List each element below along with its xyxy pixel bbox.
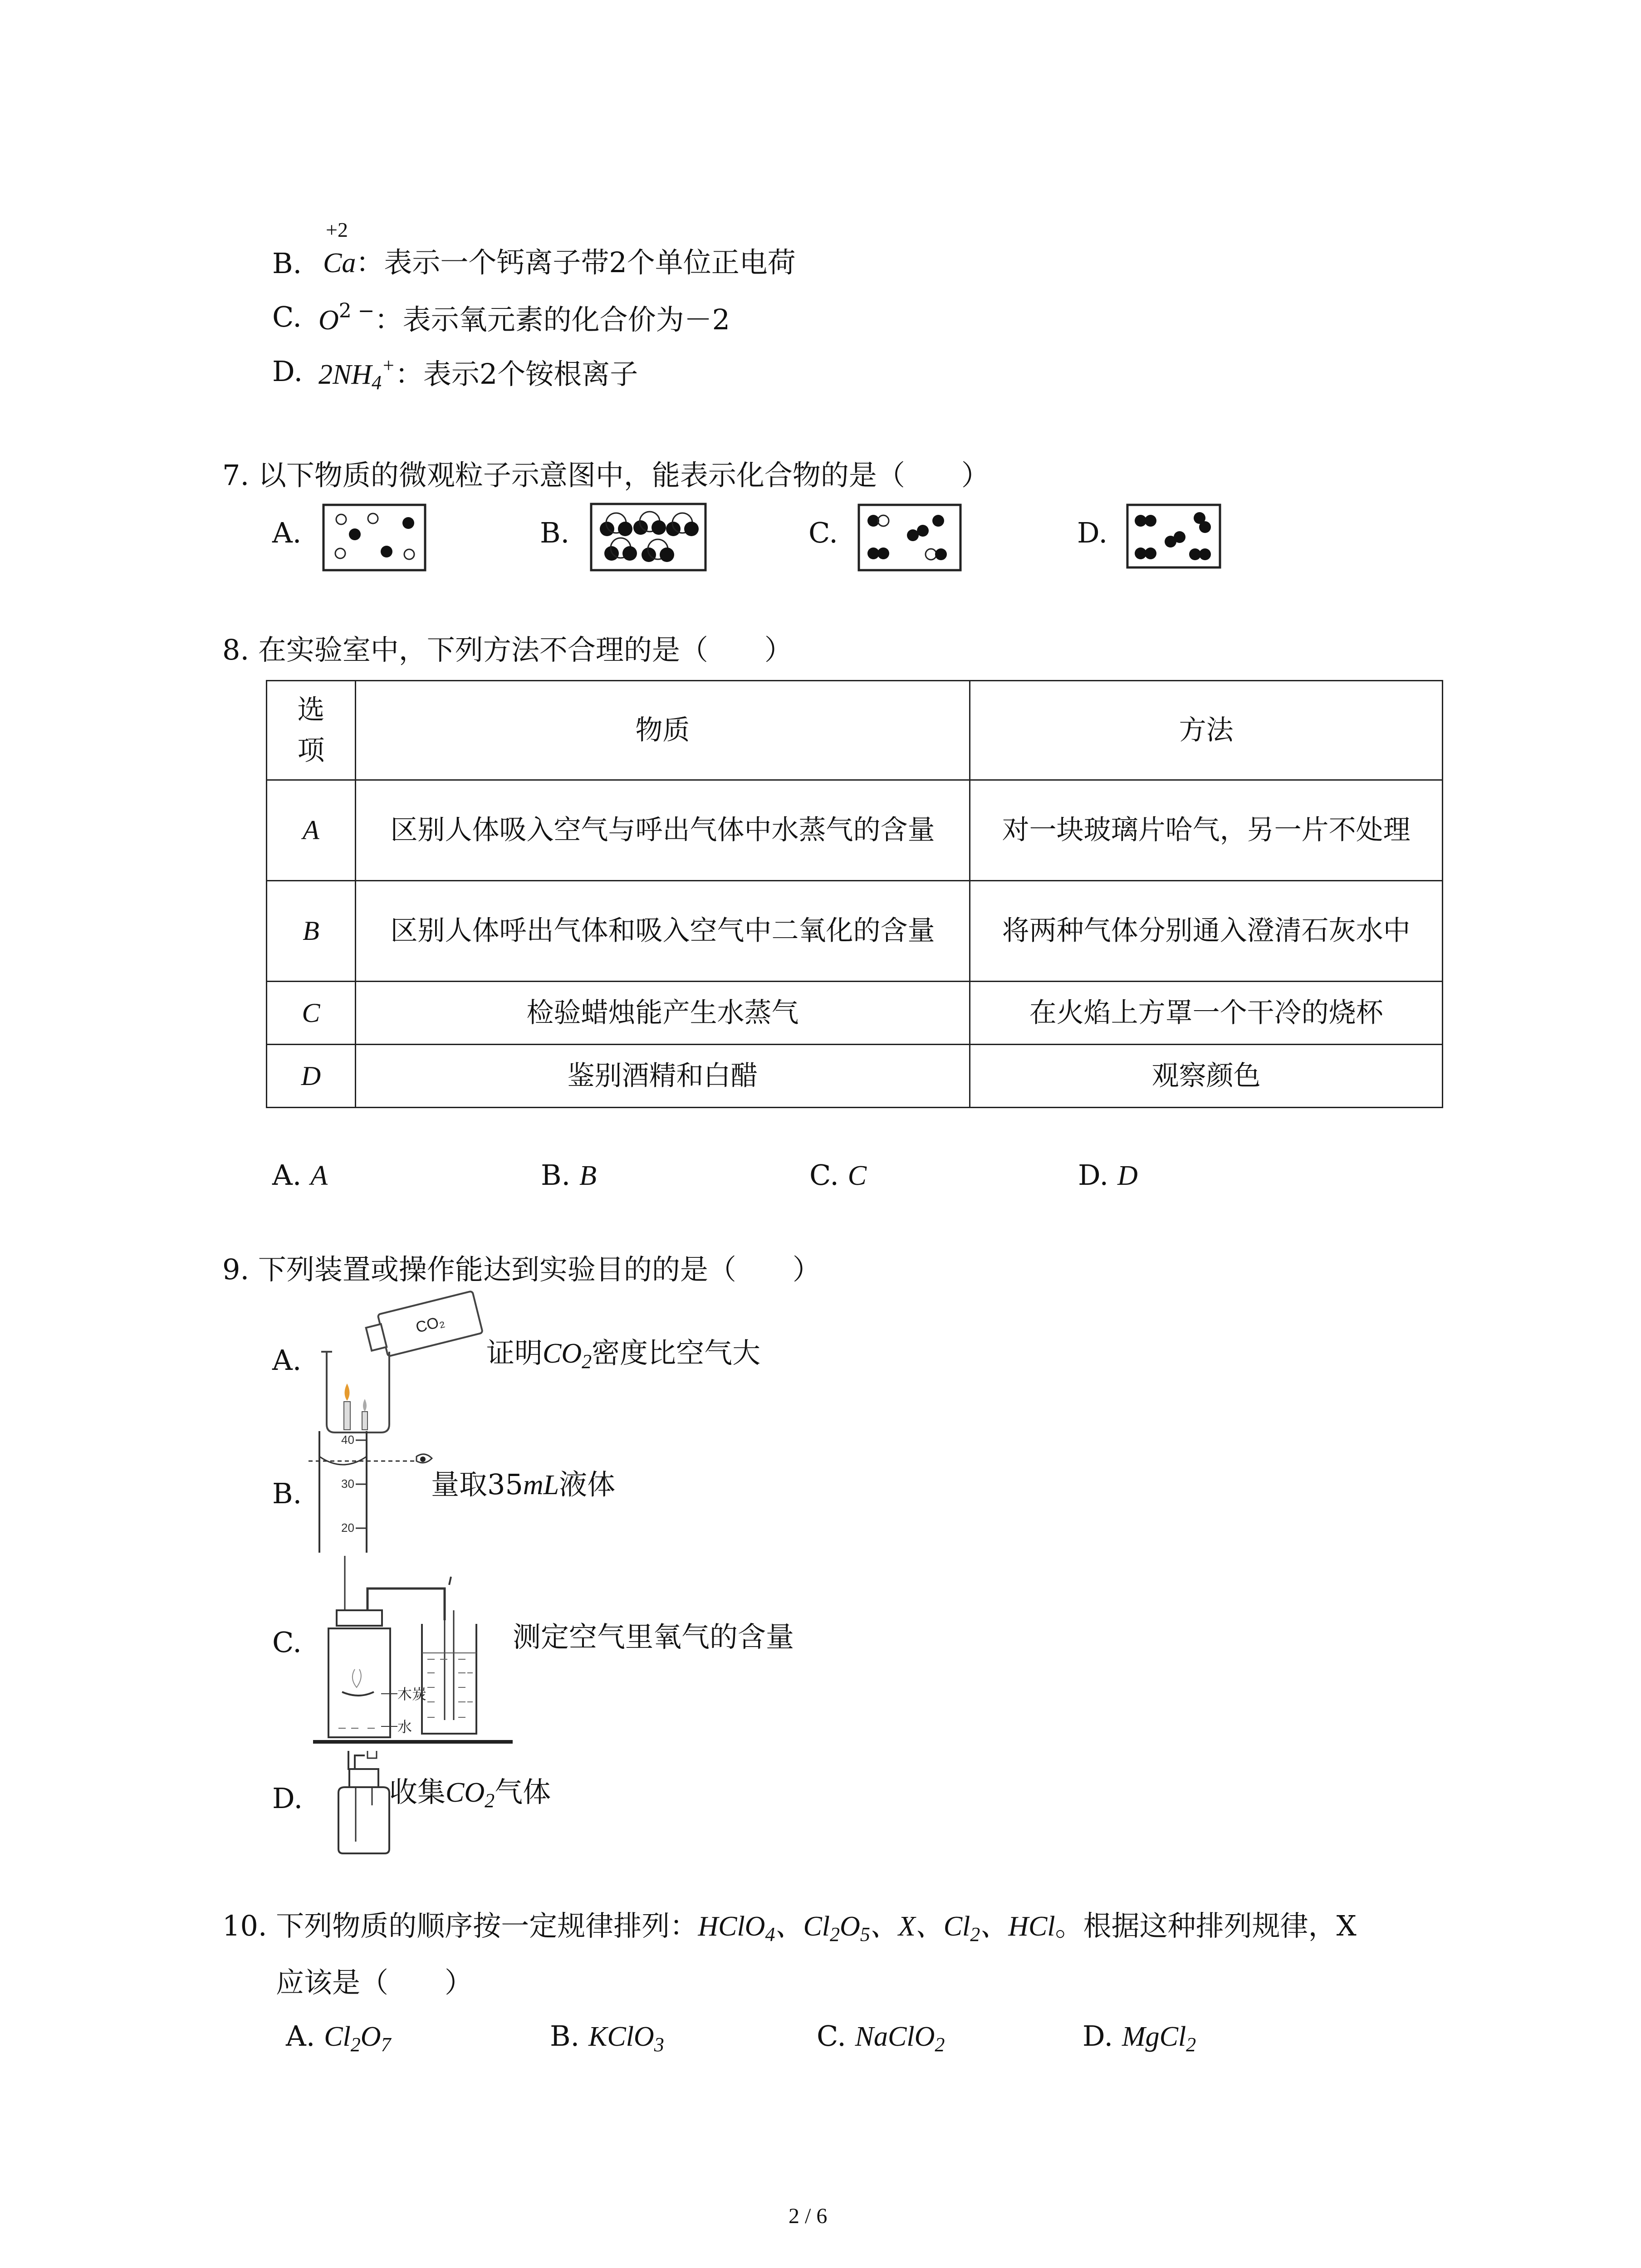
row-method: 对一块玻璃片哈气，另一片不处理 (970, 780, 1443, 881)
q9-option-b-label: B. (272, 1477, 302, 1510)
q9-diagram-cylinder (309, 1431, 445, 1554)
q7-diagram-b (590, 503, 707, 572)
header-substance: 物质 (355, 681, 970, 780)
row-option: A (267, 780, 356, 881)
q10-option-b: B. KClO$_3$ (550, 2019, 664, 2056)
row-option: B (267, 881, 356, 982)
row-substance: 鉴别酒精和白醋 (355, 1045, 970, 1108)
q8-answer-b: B. B (541, 1158, 597, 1192)
option-label: C. (272, 300, 302, 333)
header-option: 选项 (267, 681, 356, 780)
table-row (267, 780, 1443, 881)
q7-option-b-label: B. (540, 516, 570, 549)
table-row (267, 1045, 1443, 1108)
q7-option-d-label: D. (1077, 516, 1108, 549)
q9-option-c-label: C. (272, 1626, 302, 1659)
row-option: C (267, 982, 356, 1045)
table-row (267, 982, 1443, 1045)
header-method: 方法 (970, 681, 1443, 780)
q9-a-text: 证明$CO_2$密度比空气大 (486, 1336, 761, 1373)
q6-option-c (272, 300, 302, 333)
q9-c-text: 测定空气里氧气的含量 (513, 1620, 794, 1653)
q6-d-description: ：表示2个铵根离子 (395, 357, 638, 391)
bottle-label: CO₂ (414, 1312, 446, 1336)
q8-answer-c: C. C (809, 1158, 867, 1192)
q6-b-superscript: +2 (326, 218, 348, 241)
q10-stem-line2: 应该是（ ） (276, 1966, 473, 1999)
q6-option-d (272, 357, 303, 386)
row-option: D (267, 1045, 356, 1108)
q9-stem: 9. 下列装置或操作能达到实验目的的是（ ） (222, 1253, 821, 1286)
q9-b-text: 量取35mL液体 (431, 1468, 616, 1501)
q10-option-d: D. MgCl$_2$ (1083, 2019, 1196, 2056)
charcoal-label: 木炭 (397, 1686, 427, 1703)
q7-diagram-a (322, 503, 426, 572)
q10-sequence: HClO$_4$、$Cl_2O_5$、X、$Cl_2$、HCl (698, 1911, 1055, 1945)
row-method: 将两种气体分别通入澄清石灰水中 (970, 881, 1443, 982)
q6-b-text (323, 246, 796, 279)
q9-option-a-label: A. (272, 1344, 302, 1377)
q6-b-description: ：表示一个钙离子带2个单位正电荷 (356, 246, 796, 279)
svg-text:30: 30 (341, 1477, 354, 1491)
q7-option-c-label: C. (808, 516, 838, 549)
q9-diagram-oxygen-test (313, 1556, 513, 1755)
formula-ca: Ca (323, 248, 356, 279)
q9-diagram-co2-pour (313, 1288, 495, 1442)
q10-option-a: A. $Cl_2O_7$ (286, 2019, 391, 2056)
row-substance: 区别人体吸入空气与呼出气体中水蒸气的含量 (355, 780, 970, 881)
q8-answer-d: D. D (1078, 1158, 1138, 1192)
formula-o: O (318, 305, 339, 336)
q6-option-b (272, 249, 302, 278)
q10-stem: 10. 下列物质的顺序按一定规律排列：HClO$_4$、$Cl_2O_5$、X、$Cl_2$、HCl。根据这种排列规律，X (222, 1909, 1357, 1945)
q8-answer-a: A. A (272, 1158, 328, 1192)
q10-option-c: C. NaClO$_2$ (817, 2019, 945, 2056)
svg-text:40: 40 (341, 1433, 354, 1447)
q6-d-text (318, 356, 638, 393)
q6-c-description: ：表示氧元素的化合价为－2 (374, 303, 730, 336)
svg-text:20: 20 (341, 1521, 354, 1535)
q7-option-a-label: A. (272, 516, 302, 549)
q7-diagram-d (1126, 503, 1221, 569)
row-method: 观察颜色 (970, 1045, 1443, 1108)
q8-options-table (266, 680, 1443, 1108)
page-number: 2 / 6 (789, 2204, 828, 2228)
q6-c-text (318, 301, 730, 334)
table-row (267, 881, 1443, 982)
row-substance: 检验蜡烛能产生水蒸气 (355, 982, 970, 1045)
q9-option-d-label: D. (272, 1782, 303, 1815)
table-header-row (267, 681, 1443, 780)
water-label: 水 (397, 1718, 412, 1735)
q9-d-text: 收集$CO_2$气体 (389, 1775, 551, 1812)
q7-diagram-c (857, 503, 962, 572)
option-label: D. (272, 355, 303, 388)
q8-stem: 8. 在实验室中，下列方法不合理的是（ ） (222, 633, 793, 666)
option-label: B. (272, 247, 302, 280)
row-method: 在火焰上方罩一个干冷的烧杯 (970, 982, 1443, 1045)
row-substance: 区别人体呼出气体和吸入空气中二氧化的含量 (355, 881, 970, 982)
q7-stem: 7. 以下物质的微观粒子示意图中，能表示化合物的是（ ） (222, 459, 989, 492)
formula-charge: 2 − (338, 299, 375, 323)
formula-nh4: $2NH_4^+$ (318, 354, 395, 394)
